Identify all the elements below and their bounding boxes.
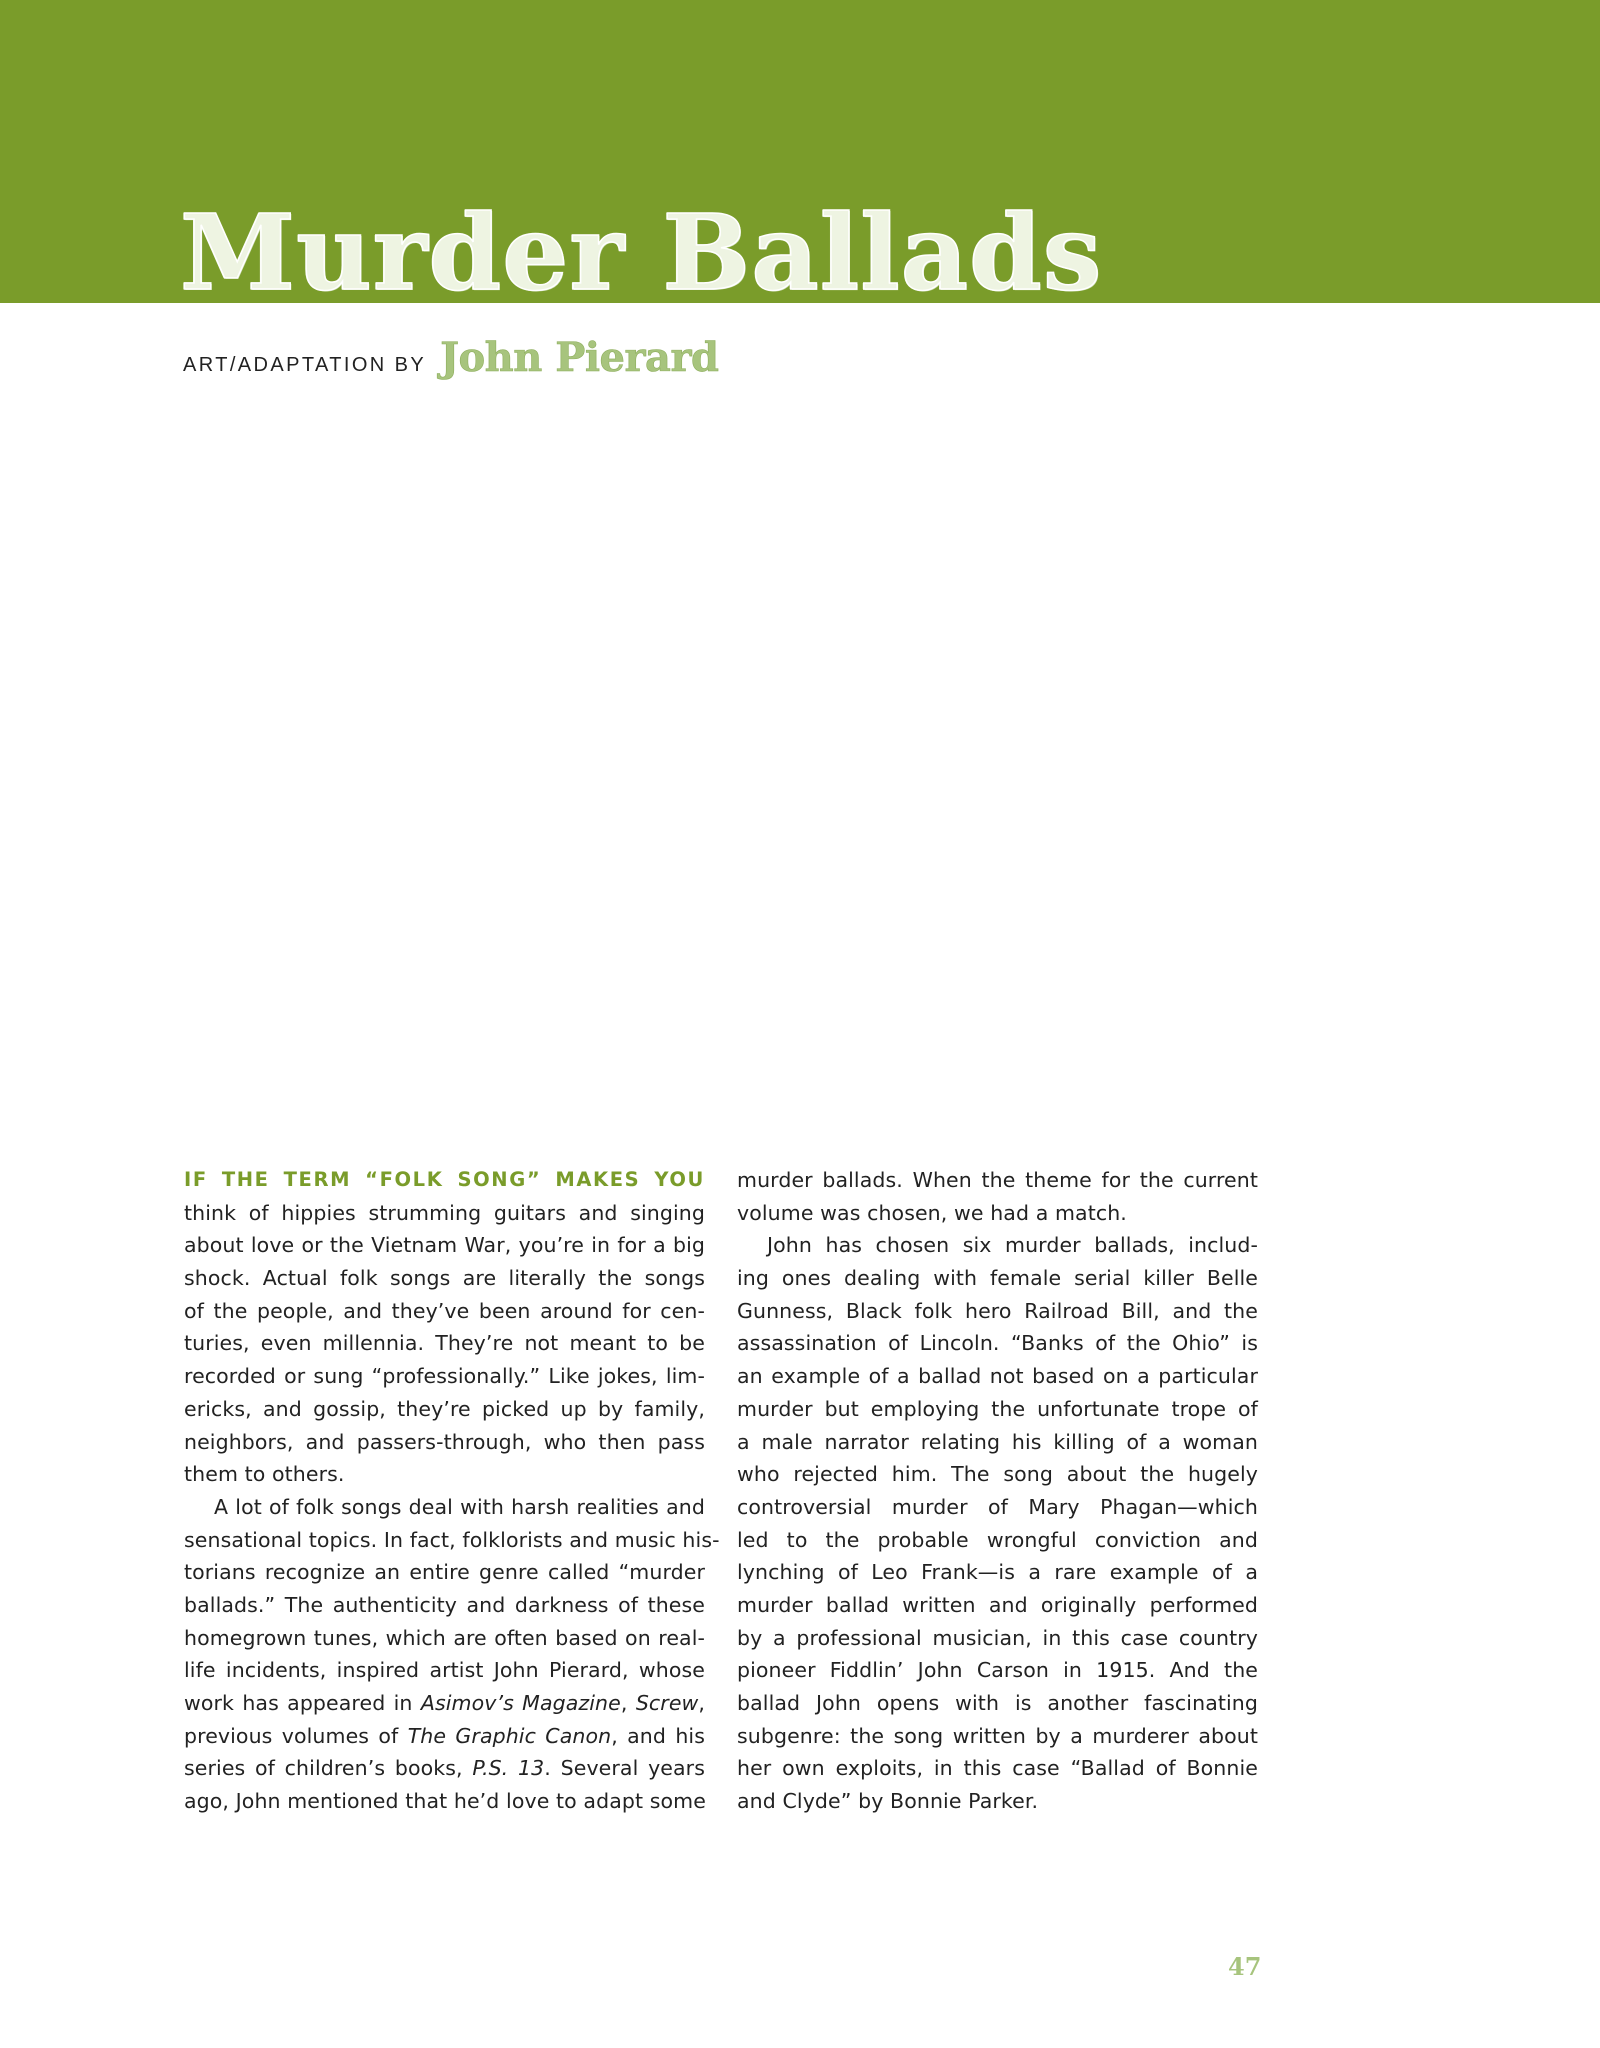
page-number: 47 <box>1228 1952 1262 1981</box>
text-line <box>184 1295 705 1328</box>
text-line <box>184 1491 705 1524</box>
text-line <box>737 1458 1258 1491</box>
text-segment: shock. Actual folk songs are literally the songs <box>184 1266 705 1291</box>
text-segment: ballad John opens with is another fascinating <box>737 1691 1258 1715</box>
text-line <box>184 1785 705 1818</box>
text-segment: controversial murder of Mary Phagan—which <box>737 1494 1258 1519</box>
text-segment: previous volumes of <box>184 1723 408 1748</box>
byline-label: ART/ADAPTATION BY <box>183 354 427 376</box>
text-segment: turies, even millennia. They’re not meant to be <box>184 1331 705 1356</box>
text-segment: assassination of Lincoln. “Banks of the Ohio” is <box>737 1331 1258 1356</box>
text-line <box>184 1687 705 1720</box>
text-segment: lynching of Leo Frank—is a rare example of a <box>737 1560 1258 1585</box>
text-segment: neighbors, and passers-through, who then pass <box>184 1429 705 1454</box>
text-line <box>184 1654 705 1687</box>
text-segment: think of hippies strumming guitars and singing <box>184 1200 705 1225</box>
text-line <box>737 1360 1258 1393</box>
text-line <box>184 1426 705 1459</box>
text-segment: a male narrator relating his killing of a woman <box>737 1429 1258 1454</box>
text-line <box>737 1589 1258 1622</box>
text-line <box>737 1752 1258 1785</box>
text-segment: led to the probable wrongful conviction and <box>737 1527 1258 1552</box>
text-line <box>184 1720 705 1753</box>
text-line <box>184 1197 705 1230</box>
text-segment: ing ones dealing with female serial killer Belle <box>737 1266 1258 1291</box>
text-segment: series of children’s books, <box>184 1756 473 1781</box>
text-line <box>737 1654 1258 1687</box>
text-line <box>737 1556 1258 1589</box>
text-segment: murder but employing the unfortunate trope of <box>737 1396 1258 1421</box>
body-column-left <box>184 1164 720 1818</box>
text-segment: by a professional musician, in this case country <box>737 1625 1258 1650</box>
text-line <box>184 1360 705 1393</box>
text-segment: A lot of folk songs deal with harsh realities and <box>214 1494 705 1519</box>
byline-name: John Pierard <box>440 334 719 381</box>
text-segment: John has chosen six murder ballads, includ- <box>767 1233 1258 1258</box>
italic-title: Screw <box>635 1691 699 1715</box>
text-line <box>184 1393 705 1426</box>
text-segment: Gunness, Black folk hero Railroad Bill, and the <box>737 1298 1258 1323</box>
text-segment: . Several years <box>544 1756 705 1781</box>
italic-title: Asimov’s Magazine <box>420 1691 621 1715</box>
text-line <box>184 1622 705 1655</box>
text-line <box>737 1720 1258 1753</box>
text-segment: homegrown tunes, which are often based on real- <box>184 1625 705 1650</box>
text-line <box>184 1262 705 1295</box>
text-line <box>737 1785 1258 1818</box>
text-line <box>184 1458 705 1491</box>
text-segment: torians recognize an entire genre called “murder <box>184 1560 705 1585</box>
text-segment: of the people, and they’ve been around for cen- <box>184 1298 705 1323</box>
text-line <box>737 1164 1258 1197</box>
text-segment: , <box>620 1691 636 1715</box>
text-segment: ago, John mentioned that he’d love to adapt some <box>184 1789 706 1814</box>
text-segment: subgenre: the song written by a murderer about <box>737 1723 1258 1748</box>
byline <box>183 334 719 381</box>
text-line <box>184 1589 705 1622</box>
text-segment: her own exploits, in this case “Ballad of Bonnie <box>737 1756 1258 1781</box>
italic-title: P.S. 13 <box>472 1756 545 1781</box>
text-segment: recorded or sung “professionally.” Like jokes, lim- <box>184 1364 705 1389</box>
text-line <box>737 1327 1258 1360</box>
text-segment: , and his <box>611 1723 705 1748</box>
text-line <box>737 1524 1258 1557</box>
text-segment: sensational topics. In fact, folklorists and music his- <box>184 1527 720 1552</box>
text-line <box>737 1229 1258 1262</box>
text-segment: life incidents, inspired artist John Pierard, whose <box>184 1658 705 1683</box>
text-segment: pioneer Fiddlin’ John Carson in 1915. And the <box>737 1658 1258 1683</box>
text-line <box>184 1556 705 1589</box>
italic-title: The Graphic Canon <box>407 1723 612 1748</box>
text-line <box>737 1687 1258 1720</box>
text-segment: volume was chosen, we had a match. <box>737 1200 1127 1225</box>
text-line <box>737 1295 1258 1328</box>
lead-in-heading <box>184 1164 705 1197</box>
text-segment: murder ballad written and originally performed <box>737 1592 1258 1617</box>
text-segment: work has appeared in <box>184 1691 421 1715</box>
text-segment: murder ballads. When the theme for the current <box>737 1168 1258 1192</box>
text-segment: about love or the Vietnam War, you’re in for a big <box>184 1233 705 1258</box>
text-line <box>184 1229 705 1262</box>
text-line <box>737 1393 1258 1426</box>
text-segment: IF THE TERM “FOLK SONG” MAKES YOU <box>184 1168 705 1191</box>
text-line <box>184 1327 705 1360</box>
text-line <box>737 1622 1258 1655</box>
text-line <box>184 1524 720 1557</box>
text-line <box>737 1262 1258 1295</box>
body-column-right <box>737 1164 1258 1818</box>
text-segment: them to others. <box>184 1462 345 1487</box>
text-line <box>184 1752 705 1785</box>
text-line <box>737 1491 1258 1524</box>
text-segment: , <box>698 1691 706 1715</box>
text-line <box>737 1426 1258 1459</box>
page-title: Murder Ballads <box>180 191 1103 314</box>
text-segment: and Clyde” by Bonnie Parker. <box>737 1789 1039 1814</box>
text-segment: ericks, and gossip, they’re picked up by family, <box>184 1396 705 1421</box>
text-line <box>737 1197 1258 1230</box>
text-segment: ballads.” The authenticity and darkness of these <box>184 1592 705 1617</box>
text-segment: an example of a ballad not based on a particular <box>737 1364 1258 1389</box>
text-segment: who rejected him. The song about the hugely <box>737 1462 1258 1487</box>
